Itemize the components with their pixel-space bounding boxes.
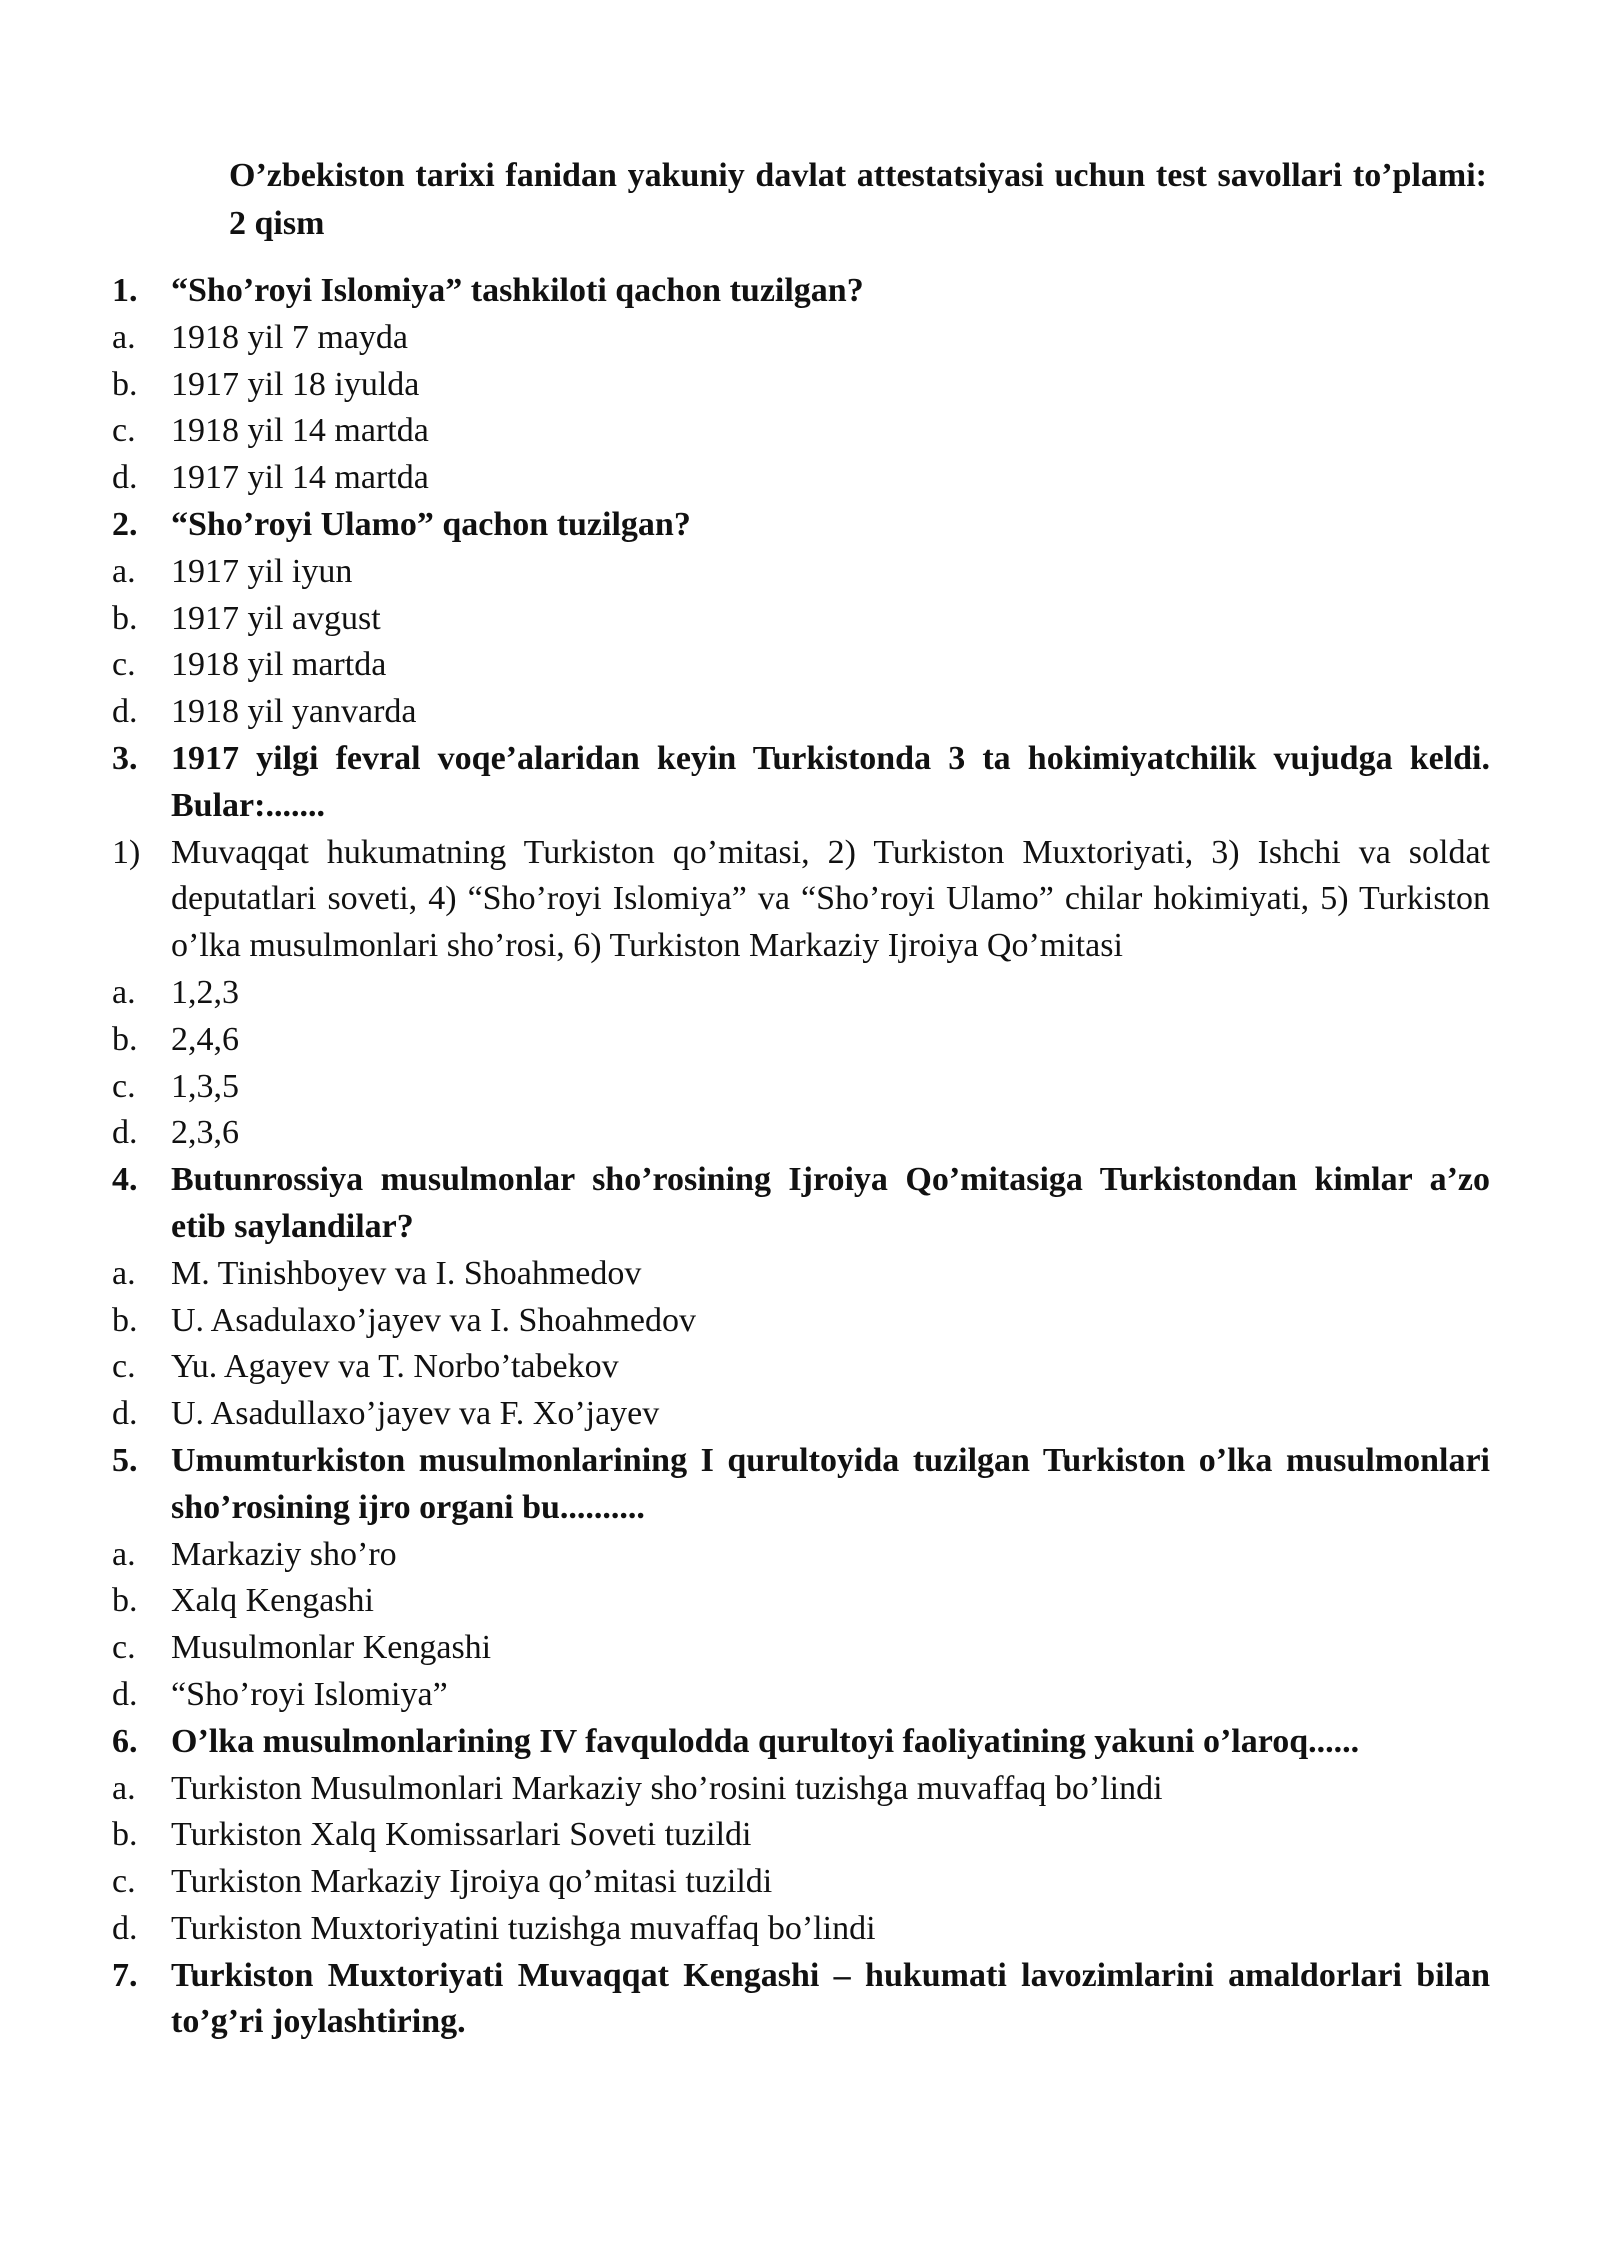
question-number: 7. [112, 1956, 138, 1994]
option-text: Xalq Kengashi [171, 1582, 375, 1620]
option-6a [112, 1766, 1490, 1813]
question-7 [112, 1953, 1490, 2047]
question-text: 1917 yilgi fevral voqe’alaridan keyin Turkistonda 3 ta hokimiyatchilik vujudga keldi. Bular:....... [171, 739, 1490, 824]
option-3c [112, 1064, 1490, 1111]
option-text: U. Asadulaxo’jayev va I. Shoahmedov [171, 1301, 696, 1339]
option-letter: a. [112, 552, 136, 590]
option-text: M. Tinishboyev va I. Shoahmedov [171, 1254, 642, 1292]
option-3a [112, 970, 1490, 1017]
option-text: 2,3,6 [171, 1114, 239, 1152]
option-text: 1918 yil 14 martda [171, 412, 429, 450]
option-text: 1917 yil 14 martda [171, 459, 429, 497]
option-letter: d. [112, 693, 138, 731]
option-letter: d. [112, 1395, 138, 1433]
option-text: “Sho’royi Islomiya” [171, 1675, 448, 1713]
option-text: Turkiston Markaziy Ijroiya qo’mitasi tuzildi [171, 1863, 773, 1901]
option-letter: c. [112, 1348, 136, 1386]
option-text: 1918 yil martda [171, 646, 387, 684]
option-4a [112, 1251, 1490, 1298]
option-text: 1,3,5 [171, 1067, 239, 1105]
question-3-statement [112, 830, 1490, 970]
option-letter: d. [112, 459, 138, 497]
option-letter: a. [112, 1769, 136, 1807]
option-text: Turkiston Xalq Komissarlari Soveti tuzildi [171, 1816, 752, 1854]
question-1 [112, 268, 1490, 315]
question-text: “Sho’royi Ulamo” qachon tuzilgan? [171, 505, 691, 543]
option-text: 1918 yil yanvarda [171, 693, 417, 731]
option-4b [112, 1298, 1490, 1345]
option-letter: b. [112, 599, 138, 637]
option-6c [112, 1859, 1490, 1906]
option-letter: d. [112, 1114, 138, 1152]
option-1c [112, 408, 1490, 455]
option-text: 1,2,3 [171, 973, 239, 1011]
option-5b [112, 1578, 1490, 1625]
question-4 [112, 1157, 1490, 1251]
option-text: Musulmonlar Kengashi [171, 1629, 492, 1667]
question-3 [112, 736, 1490, 830]
option-text: 1917 yil iyun [171, 552, 353, 590]
option-letter: c. [112, 1629, 136, 1667]
option-letter: a. [112, 1254, 136, 1292]
option-letter: b. [112, 1582, 138, 1620]
option-letter: b. [112, 1020, 138, 1058]
question-number: 3. [112, 739, 138, 777]
option-letter: d. [112, 1675, 138, 1713]
option-1b [112, 362, 1490, 409]
question-text: O’lka musulmonlarining IV favqulodda qurultoyi faoliyatining yakuni o’laroq...... [171, 1722, 1360, 1760]
option-text: Yu. Agayev va T. Norbo’tabekov [171, 1348, 619, 1386]
question-text: Butunrossiya musulmonlar sho’rosining Ijroiya Qo’mitasiga Turkistondan kimlar a’zo etib saylandilar? [171, 1161, 1490, 1245]
option-5a [112, 1532, 1490, 1579]
option-letter: c. [112, 646, 136, 684]
option-4d [112, 1391, 1490, 1438]
option-6d [112, 1906, 1490, 1953]
option-letter: a. [112, 318, 136, 356]
option-letter: a. [112, 1535, 136, 1573]
document-title: O’zbekiston tarixi fanidan yakuniy davlat attestatsiyasi uchun test savollari to’plami: 2 qism [229, 157, 1487, 242]
option-letter: a. [112, 973, 136, 1011]
option-text: 2,4,6 [171, 1020, 239, 1058]
option-4c [112, 1344, 1490, 1391]
option-text: Turkiston Musulmonlari Markaziy sho’rosini tuzishga muvaffaq bo’lindi [171, 1769, 1163, 1807]
question-5 [112, 1438, 1490, 1532]
statement-marker: 1) [112, 833, 141, 871]
question-2 [112, 502, 1490, 549]
option-letter: d. [112, 1909, 138, 1947]
question-number: 1. [112, 272, 138, 309]
option-text: U. Asadullaxo’jayev va F. Xo’jayev [171, 1395, 660, 1433]
question-6 [112, 1719, 1490, 1766]
statement-text: Muvaqqat hukumatning Turkiston qo’mitasi, 2) Turkiston Muxtoriyati, 3) Ishchi va soldat deputatlari soveti, 4) “Sho’royi Islomiya” va “Sho’royi Ulamo” chilar hokimiyati, 5) Turkiston o’lka musulmonlari sho’rosi, 6) Turkiston Markaziy Ijroiya Qo’mitasi [171, 833, 1490, 965]
question-number: 4. [112, 1161, 138, 1199]
option-text: 1917 yil avgust [171, 599, 381, 637]
option-letter: c. [112, 1863, 136, 1901]
option-2d [112, 689, 1490, 736]
option-1d [112, 455, 1490, 502]
option-text: Markaziy sho’ro [171, 1535, 397, 1573]
question-number: 6. [112, 1722, 138, 1760]
option-3b [112, 1017, 1490, 1064]
option-5d [112, 1672, 1490, 1719]
option-2b [112, 596, 1490, 643]
option-2c [112, 642, 1490, 689]
option-6b [112, 1812, 1490, 1859]
option-text: Turkiston Muxtoriyatini tuzishga muvaffaq bo’lindi [171, 1909, 876, 1947]
option-letter: b. [112, 365, 138, 403]
option-5c [112, 1625, 1490, 1672]
option-letter: c. [112, 1067, 136, 1105]
option-2a [112, 549, 1490, 596]
option-3d [112, 1110, 1490, 1157]
question-text: Turkiston Muxtoriyati Muvaqqat Kengashi – hukumati lavozimlarini amaldorlari bilan to’g’ri joylashtiring. [171, 1956, 1490, 2041]
question-number: 2. [112, 505, 138, 543]
question-number: 5. [112, 1441, 138, 1479]
question-text: Umumturkiston musulmonlarining I qurultoyida tuzilgan Turkiston o’lka musulmonlari sho’rosining ijro organi bu.......... [171, 1441, 1490, 1526]
option-text: 1918 yil 7 mayda [171, 318, 409, 356]
option-letter: b. [112, 1816, 138, 1854]
question-text: “Sho’royi Islomiya” tashkiloti qachon tuzilgan? [171, 272, 864, 309]
option-letter: c. [112, 412, 136, 450]
option-letter: b. [112, 1301, 138, 1339]
questions-list [112, 268, 1490, 2046]
option-1a [112, 315, 1490, 362]
option-text: 1917 yil 18 iyulda [171, 365, 420, 403]
